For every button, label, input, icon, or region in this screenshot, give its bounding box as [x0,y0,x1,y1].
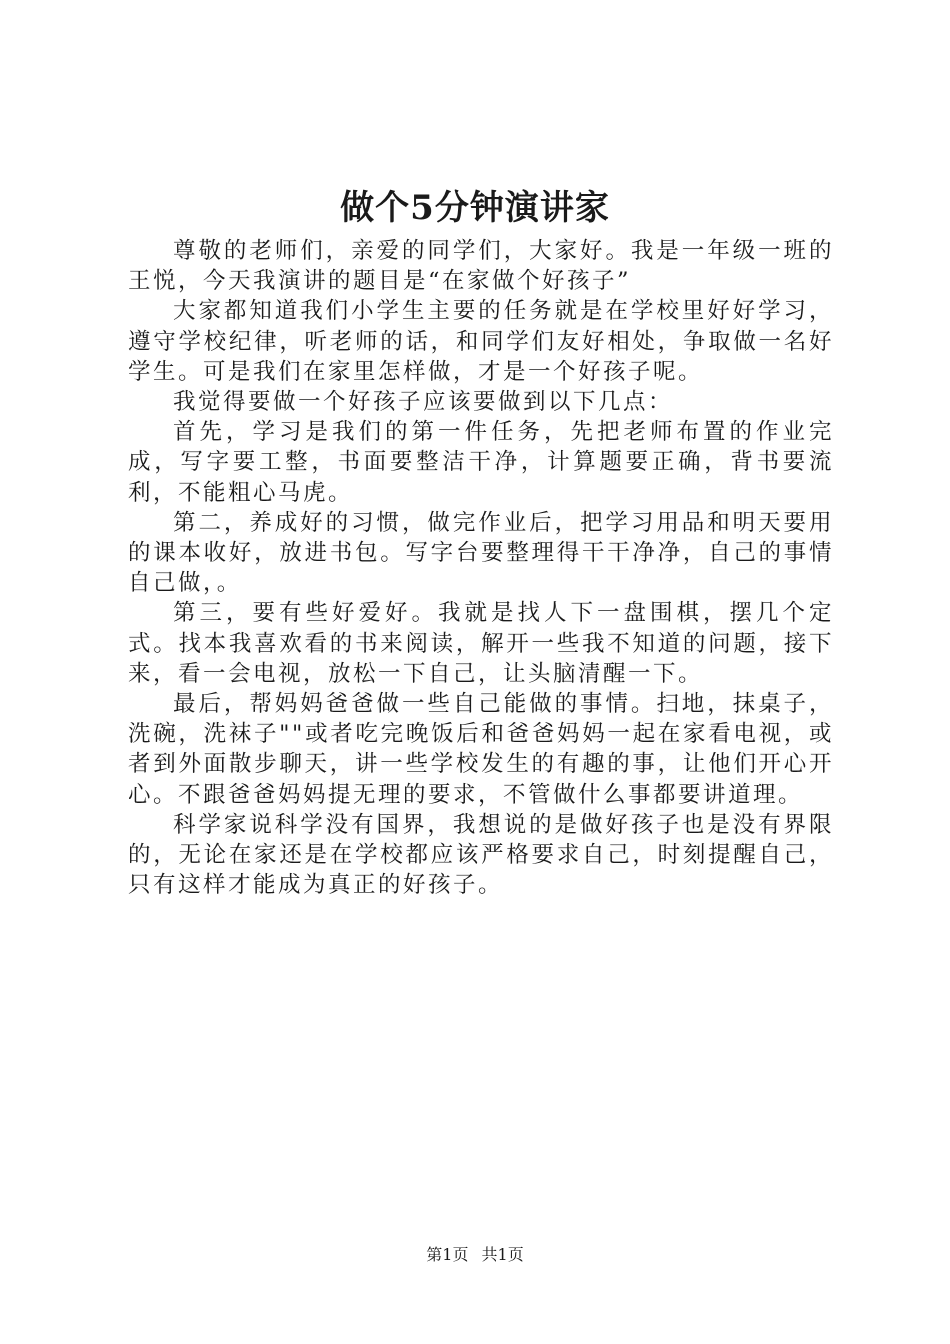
paragraph-points-lead: 我觉得要做一个好孩子应该要做到以下几点： [173,389,674,416]
paragraph-intro: 大家都知道我们小学生主要的任务就是在学校里好好学习，遵守学校纪律，听老师的话，和同学们友好相处，争取做一名好学生。可是我们在家里怎样做，才是一个好孩子呢。 [128,298,834,385]
paragraph-second-point: 第二，养成好的习惯，做完作业后，把学习用品和明天要用的课本收好，放进书包。写字台要整理得干干净净，自己的事情自己做，。 [128,509,834,597]
paragraph-conclusion: 科学家说科学没有国界，我想说的是做好孩子也是没有界限的，无论在家还是在学校都应该严格要求自己，时刻提醒自己，只有这样才能成为真正的好孩子。 [128,811,834,899]
paragraph-greeting: 尊敬的老师们，亲爱的同学们，大家好。我是一年级一班的王悦，今天我演讲的题目是“在家做个好孩子” [128,238,834,295]
document-body [128,236,834,900]
page-footer [0,1244,950,1266]
page-number: 第1页 [426,1245,469,1264]
document-title: 做个5分钟演讲家 [340,188,610,228]
page-total: 共1页 [481,1245,524,1264]
paragraph-last-point: 最后，帮妈妈爸爸做一些自己能做的事情。扫地，抹桌子，洗碗，洗袜子""或者吃完晚饭后和爸爸妈妈一起在家看电视，或者到外面散步聊天，讲一些学校发生的有趣的事，让他们开心开心。不跟爸爸妈妈提无理的要求，不管做什么事都要讲道理。 [128,691,834,808]
paragraph-first-point: 首先，学习是我们的第一件任务，先把老师布置的作业完成，写字要工整，书面要整洁干净，计算题要正确，背书要流利，不能粗心马虎。 [128,419,834,506]
paragraph-third-point: 第三，要有些好爱好。我就是找人下一盘围棋，摆几个定式。找本我喜欢看的书来阅读，解开一些我不知道的问题，接下来，看一会电视，放松一下自己，让头脑清醒一下。 [128,600,834,687]
